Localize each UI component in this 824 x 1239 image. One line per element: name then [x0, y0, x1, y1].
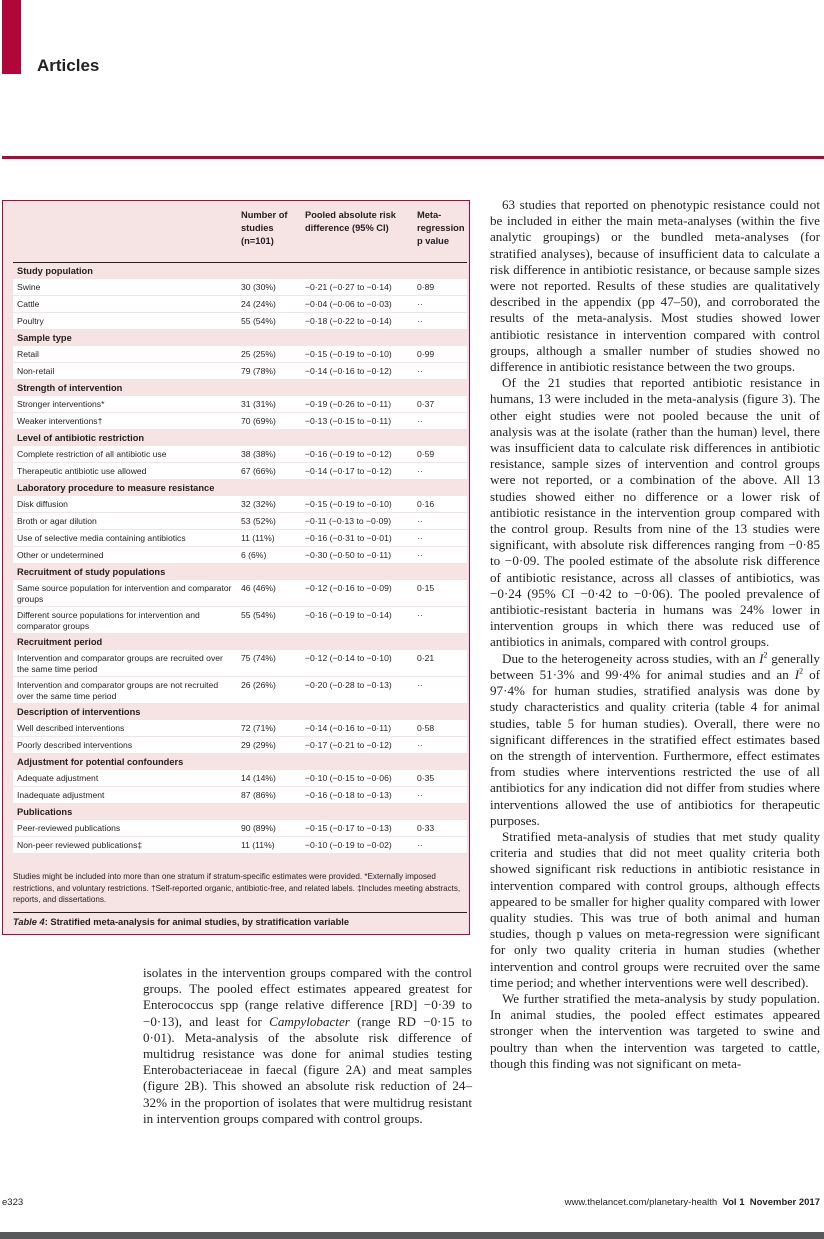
table-row	[13, 677, 467, 703]
table-group-header: Description of interventions	[17, 707, 141, 717]
row-study-count: 72 (71%)	[241, 723, 276, 733]
row-study-count: 67 (66%)	[241, 466, 276, 476]
row-p-value: ··	[417, 840, 423, 850]
row-study-count: 24 (24%)	[241, 299, 276, 309]
row-study-count: 6 (6%)	[241, 550, 267, 560]
row-p-value: ··	[417, 366, 423, 376]
row-risk-difference: −0·20 (−0·28 to −0·13)	[305, 680, 392, 690]
row-label: Different source populations for intervention and comparator groups	[17, 610, 200, 631]
table-group-header: Study population	[17, 266, 93, 276]
row-p-value: 0·58	[417, 723, 435, 733]
brand-color-bar	[2, 0, 21, 74]
row-label: Stronger interventions*	[17, 399, 105, 409]
row-study-count: 31 (31%)	[241, 399, 276, 409]
row-risk-difference: −0·21 (−0·27 to −0·14)	[305, 282, 392, 292]
table-row	[13, 496, 467, 512]
text-run: (range RD −0·15 to 0·01). Meta-analysis of the absolute risk difference of multidrug resistance was done for animal studies testing Enterobacteriaceae in faecal (figure 2A) and meat samples (figure 2B). This showed an absolute risk reduction of 24–32% in the proportion of isolates that were multidrug resistant in intervention groups compared with control groups.	[143, 1013, 472, 1126]
row-risk-difference: −0·13 (−0·15 to −0·11)	[305, 416, 392, 426]
row-label: Broth or agar dilution	[17, 516, 97, 526]
text-run: Due to the heterogeneity across studies, with an	[502, 650, 760, 666]
row-p-value: 0·59	[417, 449, 435, 459]
row-study-count: 55 (54%)	[241, 316, 276, 326]
row-study-count: 26 (26%)	[241, 680, 276, 690]
table-row	[13, 650, 467, 676]
table-row	[13, 396, 467, 412]
text-run: generally between 51·3% and 99·4% for animal studies and an	[490, 650, 820, 682]
table-row	[13, 346, 467, 362]
table-footnote: Studies might be included into more than one stratum if stratum-specific estimates were provided. *Externally imposed restrictions, and voluntary restrictions. †Self-reported organic, antibiotic-free, and related labels. ‡Includes meeting abstracts, reports, and dissertations.	[13, 872, 461, 904]
row-study-count: 38 (38%)	[241, 449, 276, 459]
row-p-value: 0·15	[417, 583, 435, 593]
table-row	[13, 607, 467, 633]
paragraph: We further stratified the meta-analysis by study population. In animal studies, the pooled effect estimates appeared stronger when the intervention was targeted to swine and poultry than when the intervention was targeted to cattle, though this finding was not significant on meta-	[490, 990, 820, 1071]
section-label: Articles	[37, 56, 100, 75]
row-label: Use of selective media containing antibiotics	[17, 533, 186, 543]
row-label: Well described interventions	[17, 723, 125, 733]
paragraph: Stratified meta-analysis of studies that met study quality criteria and studies that did not meet quality criteria both showed significant risk reductions in antibiotic resistance in intervention compared with control groups, although effects appeared to be smaller for higher quality compared with lower quality studies. This was true of both animal and human studies, though p values on meta-regression were significant for only two quality criteria in human studies (whether intervention and control groups were recruited over the same time period; and whether interventions were well described).	[490, 828, 820, 990]
table-4	[2, 200, 470, 935]
row-risk-difference: −0·16 (−0·19 to −0·12)	[305, 449, 392, 459]
table-group-header: Strength of intervention	[17, 383, 123, 393]
table-body	[13, 263, 467, 854]
paragraph	[490, 651, 820, 829]
row-p-value: ··	[417, 680, 423, 690]
row-p-value: 0·33	[417, 823, 435, 833]
text-run: of 97·4% for human studies, stratified analysis was done by study characteristics and quality criteria (table 4 for animal studies, table 5 for human studies). Overall, there were no significant differences in the stratified effect estimates based on the strength of intervention. Furthermore, effect estimates from studies where interventions restricted the use of all antibiotics for any indication did not differ from studies where interventions allowed the use of antibiotics for therapeutic purposes.	[490, 666, 820, 828]
row-study-count: 11 (11%)	[241, 533, 275, 543]
row-risk-difference: −0·14 (−0·17 to −0·12)	[305, 466, 392, 476]
table-row	[13, 787, 467, 803]
row-p-value: ··	[417, 610, 423, 620]
row-label: Swine	[17, 282, 41, 292]
row-study-count: 11 (11%)	[241, 840, 275, 850]
row-study-count: 79 (78%)	[241, 366, 276, 376]
row-risk-difference: −0·30 (−0·50 to −0·11)	[305, 550, 392, 560]
table-row	[13, 737, 467, 753]
row-p-value: ··	[417, 516, 423, 526]
row-label: Cattle	[17, 299, 40, 309]
table-row	[13, 547, 467, 563]
column-header-p-value: Meta- regression p value	[417, 210, 465, 246]
row-p-value: ··	[417, 299, 423, 309]
volume: Vol 1	[722, 1197, 745, 1208]
row-risk-difference: −0·14 (−0·16 to −0·12)	[305, 366, 392, 376]
left-column-text	[143, 965, 472, 1127]
paragraph: 63 studies that reported on phenotypic resistance could not be included in either the main meta-analyses (within the five analytic groupings) or the bundled meta-analyses (for stratified analyses), because of insufficient data to calculate a risk difference in antibiotic resistance, or because sample sizes were not reported. Results of these studies are qualitatively described in the appendix (pp 47–50), and corroborated the results of the meta-analysis. Most studies showed lower antibiotic resistance in intervention compared with control groups, although a smaller number of studies showed no difference in antibiotic resistance between the two groups.	[490, 197, 820, 375]
row-label: Intervention and comparator groups are not recruited over the same time period	[17, 680, 219, 701]
column-header-number-of-studies: Number of studies (n=101)	[241, 210, 288, 246]
table-group-header: Recruitment period	[17, 637, 103, 647]
footnote-rule	[13, 912, 467, 913]
row-risk-difference: −0·16 (−0·19 to −0·14)	[305, 610, 392, 620]
row-p-value: ··	[417, 533, 423, 543]
row-risk-difference: −0·15 (−0·19 to −0·10)	[305, 499, 392, 509]
row-label: Disk diffusion	[17, 499, 68, 509]
row-p-value: ··	[417, 790, 423, 800]
row-study-count: 46 (46%)	[241, 583, 276, 593]
row-label: Adequate adjustment	[17, 773, 99, 783]
row-label: Weaker interventions†	[17, 416, 103, 426]
page-number: e323	[2, 1197, 24, 1208]
journal-url[interactable]: www.thelancet.com/planetary-health	[564, 1197, 718, 1208]
table-row	[13, 513, 467, 529]
row-label: Poorly described interventions	[17, 740, 133, 750]
row-p-value: ··	[417, 316, 423, 326]
row-p-value: 0·99	[417, 349, 435, 359]
caption-text: : Stratified meta-analysis for animal studies, by stratification variable	[44, 917, 350, 927]
row-risk-difference: −0·10 (−0·15 to −0·06)	[305, 773, 392, 783]
row-study-count: 90 (89%)	[241, 823, 276, 833]
table-row	[13, 446, 467, 462]
row-label: Inadequate adjustment	[17, 790, 105, 800]
table-row	[13, 530, 467, 546]
row-risk-difference: −0·12 (−0·14 to −0·10)	[305, 653, 392, 663]
text-run: isolates in the intervention groups compared with the control groups. The pooled effect estimates appeared greatest for Enterococcus spp (range relative difference [RD] −0·39 to −0·13), and least for	[143, 965, 472, 1029]
row-study-count: 55 (54%)	[241, 610, 276, 620]
row-study-count: 14 (14%)	[241, 773, 276, 783]
row-p-value: 0·16	[417, 499, 435, 509]
paragraph: Of the 21 studies that reported antibiotic resistance in humans, 13 were included in the meta-analysis (figure 3). The other eight studies were not pooled because the unit of analysis was at the isolate (rather than the human) level, there was insufficient data to calculate risk differences in antibiotic resistance, sample sizes of intervention and control groups were not reported, or a combination of the above. All 13 studies showed either no difference or a lower risk of antibiotic resistance in the intervention group compared with the control group. Results from nine of the 13 studies were significant, with absolute risk differences ranging from −0·85 to −0·09. The pooled estimate of the absolute risk difference of antibiotic resistance, across all classes of antibiotics, was −0·24 (95% CI −0·42 to −0·06). The pooled prevalence of antibiotic-resistant bacteria in humans was 24% lower in intervention groups in which there was reduced use of antibiotics in animals, compared with control groups.	[490, 375, 820, 650]
table-row	[13, 413, 467, 429]
table-row	[13, 837, 467, 853]
row-p-value: 0·89	[417, 282, 435, 292]
table-group-header: Publications	[17, 807, 73, 817]
row-label: Same source population for intervention and comparator groups	[17, 583, 232, 604]
table-header	[13, 209, 467, 263]
row-risk-difference: −0·10 (−0·19 to −0·02)	[305, 840, 392, 850]
table-group-header: Recruitment of study populations	[17, 567, 166, 577]
row-risk-difference: −0·16 (−0·31 to −0·01)	[305, 533, 392, 543]
row-study-count: 25 (25%)	[241, 349, 276, 359]
caption-label: Table 4	[13, 917, 45, 927]
table-row	[13, 296, 467, 312]
row-risk-difference: −0·17 (−0·21 to −0·12)	[305, 740, 392, 750]
row-p-value: ··	[417, 466, 423, 476]
table-row	[13, 820, 467, 836]
row-study-count: 30 (30%)	[241, 282, 276, 292]
row-label: Intervention and comparator groups are recruited over the same time period	[17, 653, 223, 674]
footer-citation	[565, 1197, 820, 1208]
bottom-bar	[0, 1232, 824, 1239]
row-label: Complete restriction of all antibiotic use	[17, 449, 167, 459]
row-label: Retail	[17, 349, 39, 359]
table-group-header: Laboratory procedure to measure resistance	[17, 483, 215, 493]
row-label: Poultry	[17, 316, 44, 326]
column-header-pooled-rd: Pooled absolute risk difference (95% CI)	[305, 210, 396, 233]
row-label: Therapeutic antibiotic use allowed	[17, 466, 147, 476]
table-group-header: Adjustment for potential confounders	[17, 757, 184, 767]
row-risk-difference: −0·14 (−0·16 to −0·11)	[305, 723, 392, 733]
italic-symbol: I	[794, 666, 800, 682]
row-p-value: 0·35	[417, 773, 435, 783]
superscript: 2	[799, 666, 804, 676]
italic-term: Campylobacter	[269, 1013, 350, 1029]
paragraph	[143, 965, 472, 1127]
table-group-header: Sample type	[17, 333, 72, 343]
row-study-count: 75 (74%)	[241, 653, 276, 663]
table-caption	[13, 917, 349, 927]
header-rule	[2, 156, 824, 159]
row-risk-difference: −0·19 (−0·26 to −0·11)	[305, 399, 392, 409]
row-label: Other or undetermined	[17, 550, 104, 560]
row-study-count: 87 (86%)	[241, 790, 276, 800]
row-study-count: 70 (69%)	[241, 416, 276, 426]
row-p-value: 0·37	[417, 399, 435, 409]
issue-date: November 2017	[749, 1197, 820, 1208]
italic-symbol: I	[759, 650, 764, 666]
table-group-header: Level of antibiotic restriction	[17, 433, 145, 443]
row-risk-difference: −0·18 (−0·22 to −0·14)	[305, 316, 392, 326]
row-p-value: ··	[417, 416, 423, 426]
row-p-value: ··	[417, 740, 423, 750]
row-study-count: 29 (29%)	[241, 740, 276, 750]
row-study-count: 53 (52%)	[241, 516, 276, 526]
table-row	[13, 720, 467, 736]
table-row	[13, 363, 467, 379]
row-risk-difference: −0·04 (−0·06 to −0·03)	[305, 299, 392, 309]
row-risk-difference: −0·11 (−0·13 to −0·09)	[305, 516, 392, 526]
row-label: Non-retail	[17, 366, 55, 376]
table-row	[13, 463, 467, 479]
table-row	[13, 279, 467, 295]
superscript: 2	[763, 650, 768, 660]
row-risk-difference: −0·16 (−0·18 to −0·13)	[305, 790, 392, 800]
table-row	[13, 770, 467, 786]
row-study-count: 32 (32%)	[241, 499, 276, 509]
table-row	[13, 313, 467, 329]
right-column-text	[490, 197, 820, 1072]
row-risk-difference: −0·12 (−0·16 to −0·09)	[305, 583, 392, 593]
row-risk-difference: −0·15 (−0·19 to −0·10)	[305, 349, 392, 359]
table-row	[13, 580, 467, 606]
row-label: Non-peer reviewed publications‡	[17, 840, 143, 850]
row-p-value: 0·21	[417, 653, 435, 663]
row-p-value: ··	[417, 550, 423, 560]
row-risk-difference: −0·15 (−0·17 to −0·13)	[305, 823, 392, 833]
row-label: Peer-reviewed publications	[17, 823, 121, 833]
